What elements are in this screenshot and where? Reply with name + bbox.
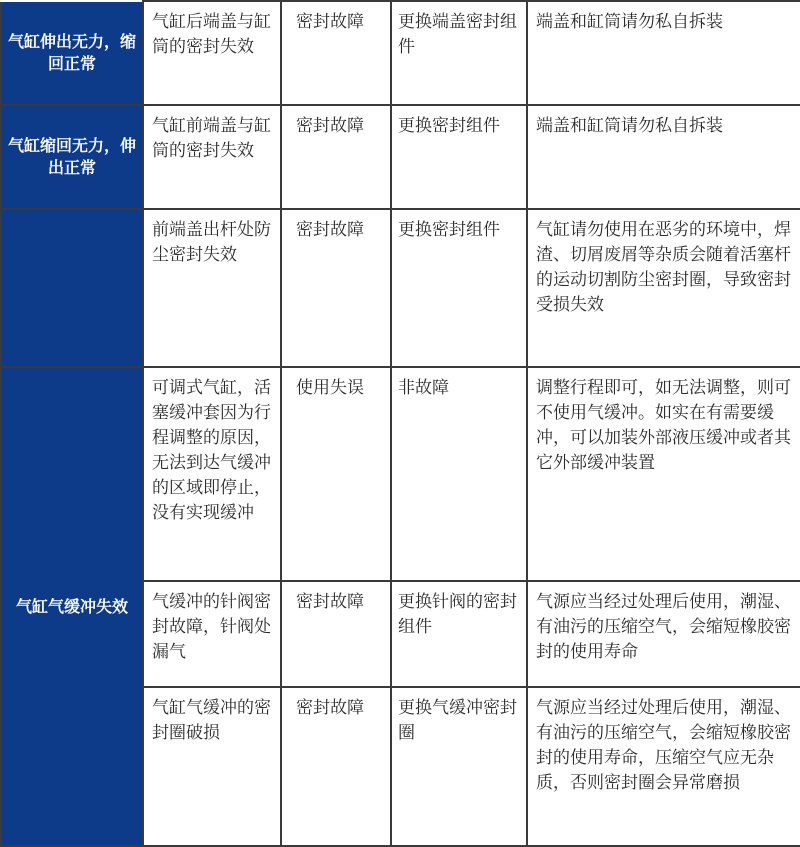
solution-cell: 更换端盖密封组件: [391, 1, 527, 105]
fault-type-cell: 密封故障: [281, 687, 391, 846]
cause-cell: 可调式气缸，活塞缓冲套因为行程调整的原因，无法到达气缓冲的区域即停止，没有实现缓冲: [143, 367, 281, 581]
note-cell: 调整行程即可，如无法调整，则可不使用气缓冲。如实在有需要缓冲，可以加装外部液压缓冲或者其它外部缓冲装置: [527, 367, 800, 581]
note-cell: 气源应当经过处理后使用，潮湿、有油污的压缩空气，会缩短橡胶密封的使用寿命，压缩空气应无杂质，否则密封圈会异常磨损: [527, 687, 800, 846]
table-row: [1, 1, 800, 105]
category-cell: 气缸伸出无力，缩回正常: [1, 1, 143, 105]
note-cell: 端盖和缸筒请勿私自拆装: [527, 105, 800, 209]
solution-cell: 更换密封组件: [391, 209, 527, 367]
note-cell: 端盖和缸筒请勿私自拆装: [527, 1, 800, 105]
cause-cell: 气缓冲的针阀密封故障，针阀处漏气: [143, 581, 281, 687]
table-row: [1, 209, 800, 367]
fault-type-cell: 密封故障: [281, 1, 391, 105]
solution-cell: 更换密封组件: [391, 105, 527, 209]
cause-cell: 前端盖出杆处防尘密封失效: [143, 209, 281, 367]
table-row: [1, 105, 800, 209]
category-cell: [1, 209, 143, 367]
category-cell: 气缸气缓冲失效: [1, 367, 143, 846]
cause-cell: 气缸前端盖与缸筒的密封失效: [143, 105, 281, 209]
fault-type-cell: 密封故障: [281, 105, 391, 209]
note-cell: 气源应当经过处理后使用，潮湿、有油污的压缩空气，会缩短橡胶密封的使用寿命: [527, 581, 800, 687]
fault-type-cell: 密封故障: [281, 209, 391, 367]
fault-type-cell: 使用失误: [281, 367, 391, 581]
category-cell: 气缸缩回无力，伸出正常: [1, 105, 143, 209]
solution-cell: 更换针阀的密封组件: [391, 581, 527, 687]
cause-cell: 气缸后端盖与缸筒的密封失效: [143, 1, 281, 105]
fault-type-cell: 密封故障: [281, 581, 391, 687]
solution-cell: 非故障: [391, 367, 527, 581]
note-cell: 气缸请勿使用在恶劣的环境中，焊渣、切屑废屑等杂质会随着活塞杆的运动切割防尘密封圈，导致密封受损失效: [527, 209, 800, 367]
table-row: [1, 367, 800, 581]
cause-cell: 气缸气缓冲的密封圈破损: [143, 687, 281, 846]
solution-cell: 更换气缓冲密封圈: [391, 687, 527, 846]
